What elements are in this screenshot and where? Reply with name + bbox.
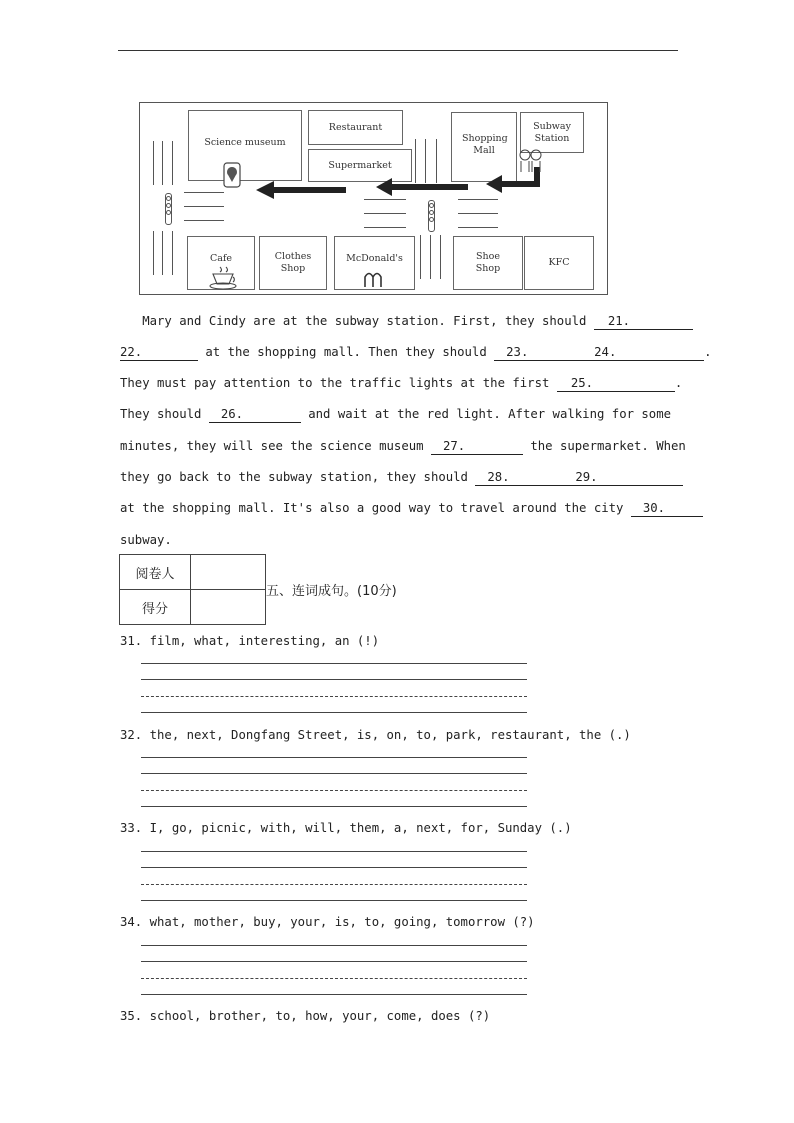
- writing-line[interactable]: [141, 945, 527, 946]
- blank-number: 21.: [607, 314, 631, 328]
- writing-line[interactable]: [141, 663, 527, 664]
- passage-line-3: [120, 375, 682, 391]
- route-arrows: [140, 103, 607, 294]
- passage-text: and wait at the red light. After walking for some: [308, 407, 672, 421]
- passage-line-4: [120, 406, 671, 422]
- writing-line-dashed[interactable]: [141, 790, 527, 791]
- score-label: 得分: [120, 590, 191, 625]
- passage-text: at the shopping mall. Then they should: [205, 345, 487, 359]
- coffee-cup-icon: [210, 267, 236, 289]
- section-title: 五、连词成句。(10分): [266, 584, 397, 599]
- writing-line[interactable]: [141, 679, 527, 680]
- science-museum-label: Science museum: [204, 137, 286, 148]
- street-map: [139, 102, 608, 295]
- blank-25[interactable]: [557, 375, 675, 392]
- restaurant-label: Restaurant: [328, 121, 383, 133]
- writing-line[interactable]: [141, 900, 527, 901]
- passage-line-7: [120, 500, 703, 516]
- route-arrow: [500, 181, 540, 187]
- passage-line-6: [120, 469, 683, 485]
- route-arrow-head: [376, 178, 392, 196]
- passage-line-8: [120, 532, 172, 548]
- route-arrow: [390, 184, 468, 190]
- shopping-mall-label: Shopping Mall: [462, 133, 508, 156]
- question-31: 31. film, what, interesting, an (!): [120, 634, 380, 648]
- passage-text: the supermarket. When: [530, 439, 686, 453]
- blank-number: 24.: [594, 345, 617, 359]
- writing-line[interactable]: [141, 757, 527, 758]
- writing-line[interactable]: [141, 773, 527, 774]
- writing-line[interactable]: [141, 961, 527, 962]
- route-arrow: [272, 187, 346, 193]
- blank-23[interactable]: [494, 344, 590, 361]
- header-rule: [118, 50, 678, 51]
- score-table: [119, 554, 266, 625]
- blank-number: 27.: [442, 439, 466, 453]
- passage-text: at the shopping mall. It's also a good way to travel around the city: [120, 501, 624, 515]
- shoe-shop-label: Shoe Shop: [475, 251, 501, 274]
- blank-30[interactable]: [631, 500, 703, 517]
- grader-label: 阅卷人: [120, 555, 191, 590]
- mcdonalds-label: McDonald's: [346, 253, 403, 264]
- blank-28[interactable]: [475, 469, 571, 486]
- blank-number: 28.: [487, 470, 510, 484]
- subway-station-label: Subway Station: [533, 120, 571, 144]
- passage-text: They should: [120, 407, 202, 421]
- clothes-shop-label: Clothes Shop: [274, 251, 312, 274]
- blank-number: 29.: [575, 470, 598, 484]
- map-pin-icon: [224, 163, 240, 187]
- writing-line[interactable]: [141, 994, 527, 995]
- passage-text: .: [704, 345, 712, 359]
- blank-22[interactable]: [120, 344, 198, 361]
- route-arrow-head: [486, 175, 502, 193]
- writing-line[interactable]: [141, 712, 527, 713]
- blank-number: 30.: [642, 501, 666, 515]
- blank-number: 23.: [506, 345, 529, 359]
- passage-line-1: [120, 313, 693, 329]
- question-33: 33. I, go, picnic, with, will, them, a, next, for, Sunday (.): [120, 821, 572, 835]
- score-cell[interactable]: [191, 590, 266, 625]
- question-34: 34. what, mother, buy, your, is, to, going, tomorrow (?): [120, 915, 535, 929]
- blank-number: 26.: [220, 407, 244, 421]
- writing-line[interactable]: [141, 851, 527, 852]
- writing-line-dashed[interactable]: [141, 696, 527, 697]
- passage-line-2: [120, 344, 712, 360]
- question-35: 35. school, brother, to, how, your, come, does (?): [120, 1009, 491, 1023]
- blank-24[interactable]: [590, 344, 704, 361]
- passage-text: Mary and Cindy are at the subway station. First, they should: [142, 314, 587, 328]
- blank-27[interactable]: [431, 438, 523, 455]
- kfc-label: KFC: [548, 257, 570, 268]
- blank-number: 25.: [570, 376, 594, 390]
- passage-text: subway.: [120, 533, 172, 547]
- writing-line-dashed[interactable]: [141, 978, 527, 979]
- passage-text: They must pay attention to the traffic lights at the first: [120, 376, 550, 390]
- passage-line-5: [120, 438, 686, 454]
- route-arrow-head: [256, 181, 274, 199]
- passage-text: minutes, they will see the science museum: [120, 439, 424, 453]
- passage-text: .: [674, 376, 683, 390]
- supermarket-label: Supermarket: [328, 159, 392, 171]
- blank-29[interactable]: [571, 469, 683, 486]
- grader-cell[interactable]: [191, 555, 266, 590]
- passage-text: they go back to the subway station, they should: [120, 470, 468, 484]
- blank-26[interactable]: [209, 406, 301, 423]
- mcdonalds-logo-icon: [365, 274, 381, 288]
- writing-line[interactable]: [141, 806, 527, 807]
- writing-line[interactable]: [141, 867, 527, 868]
- cafe-label: Cafe: [209, 253, 233, 264]
- question-32: 32. the, next, Dongfang Street, is, on, to, park, restaurant, the (.): [120, 728, 631, 742]
- blank-number: 22.: [120, 345, 143, 359]
- blank-21[interactable]: [594, 313, 693, 330]
- writing-line-dashed[interactable]: [141, 884, 527, 885]
